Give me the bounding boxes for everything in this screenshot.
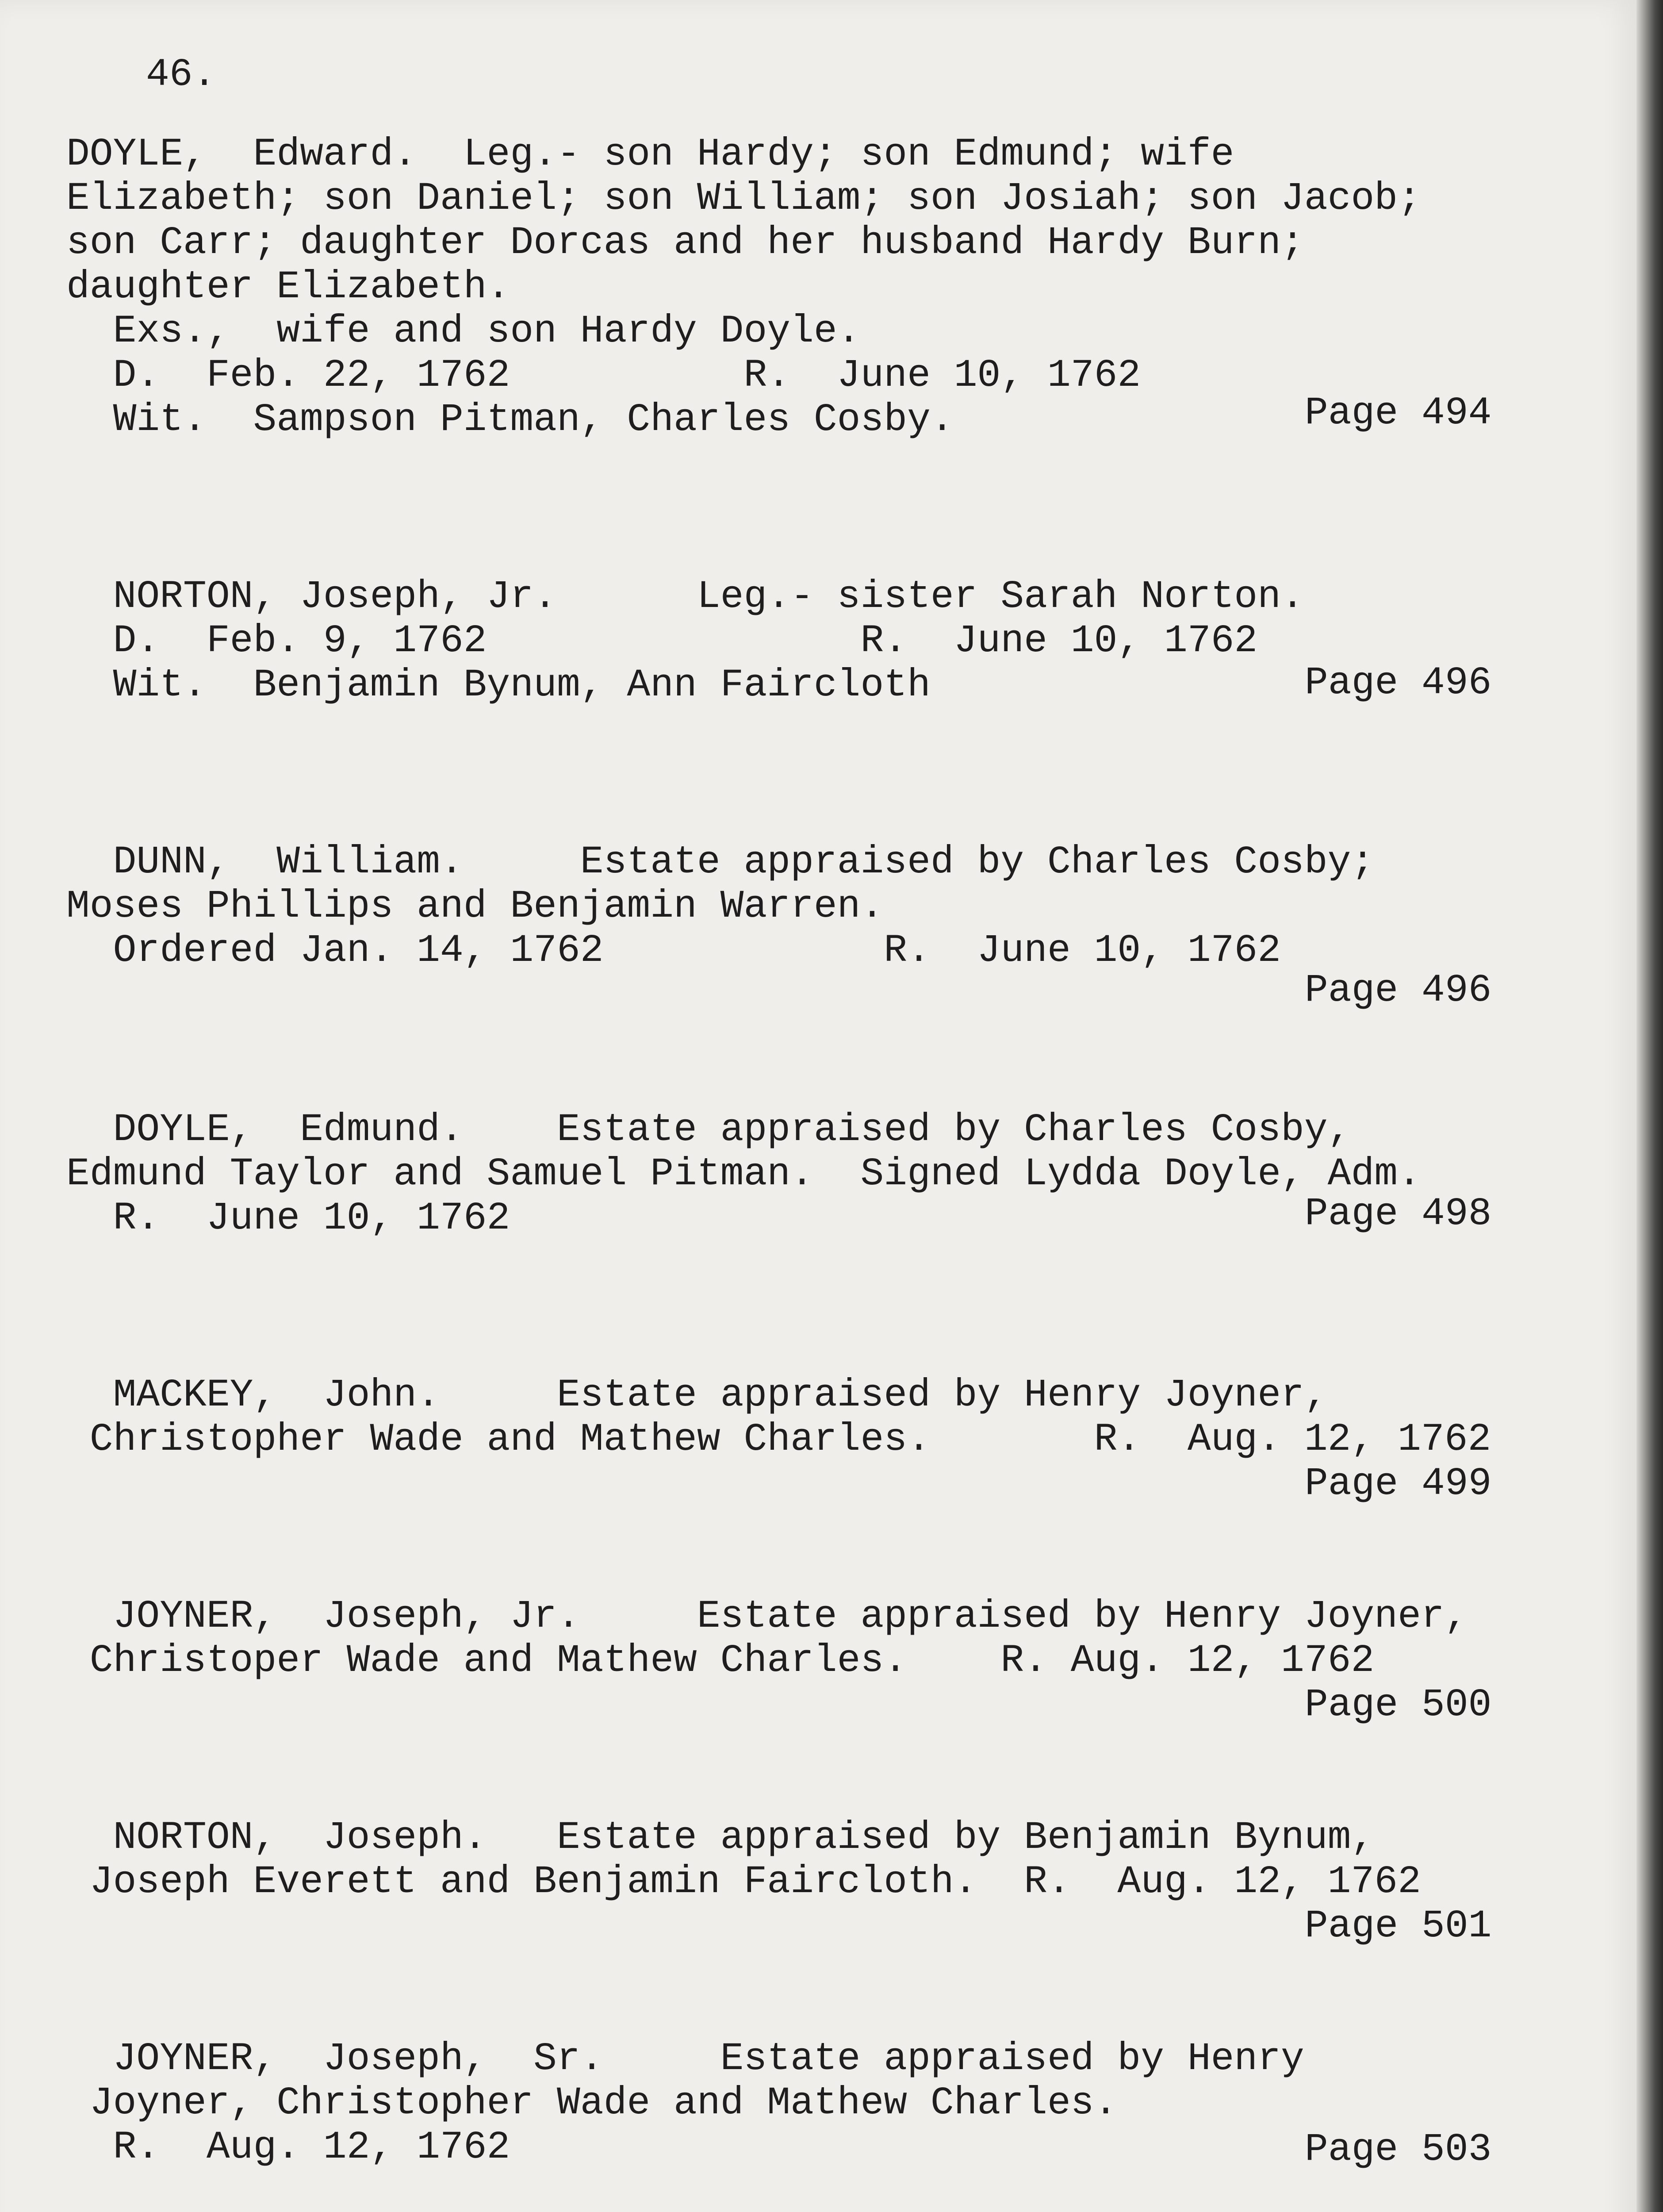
entry-line: daughter Elizabeth. (66, 265, 510, 309)
entry-line: NORTON, Joseph, Jr. Leg.- sister Sarah Norton. (66, 575, 1304, 619)
page-reference: Page 498 (1305, 1192, 1492, 1236)
entry-line: Wit. Benjamin Bynum, Ann Faircloth (66, 664, 931, 707)
entry-line: Edmund Taylor and Samuel Pitman. Signed Lydda Doyle, Adm. (66, 1152, 1421, 1196)
page-reference: Page 496 (1305, 969, 1492, 1013)
page-reference: Page 500 (1305, 1683, 1492, 1727)
entry-line: Christoper Wade and Mathew Charles. R. Aug. 12, 1762 (66, 1639, 1375, 1683)
page-reference: Page 494 (1305, 392, 1492, 435)
entry-line: Elizabeth; son Daniel; son William; son Josiah; son Jacob; (66, 177, 1421, 221)
entry-line: DOYLE, Edmund. Estate appraised by Charles Cosby, (66, 1108, 1351, 1152)
entry-line: DOYLE, Edward. Leg.- son Hardy; son Edmund; wife (66, 133, 1234, 177)
entry-line: D. Feb. 22, 1762 R. June 10, 1762 (66, 354, 1141, 398)
entry-line: DUNN, William. Estate appraised by Charles Cosby; (66, 841, 1375, 884)
entry-line: Exs., wife and son Hardy Doyle. (66, 310, 861, 353)
page-number: 46. (146, 53, 216, 97)
entry-line: NORTON, Joseph. Estate appraised by Benjamin Bynum, (66, 1816, 1375, 1860)
entry-line: MACKEY, John. Estate appraised by Henry Joyner, (66, 1374, 1328, 1417)
entry-line: Joyner, Christopher Wade and Mathew Charles. (66, 2081, 1118, 2125)
page-binding-edge (1636, 0, 1663, 2212)
entry-line: JOYNER, Joseph, Sr. Estate appraised by Henry (66, 2037, 1304, 2081)
entry-line: R. June 10, 1762 (66, 1197, 510, 1240)
entry-line: Joseph Everett and Benjamin Faircloth. R. Aug. 12, 1762 (66, 1860, 1421, 1904)
page-reference: Page 501 (1305, 1905, 1492, 1948)
entry-line: D. Feb. 9, 1762 R. June 10, 1762 (66, 619, 1258, 663)
page-reference: Page 496 (1305, 661, 1492, 705)
entry-line: JOYNER, Joseph, Jr. Estate appraised by Henry Joyner, (66, 1595, 1468, 1639)
entry-line: Wit. Sampson Pitman, Charles Cosby. (66, 398, 954, 442)
entry-line: Moses Phillips and Benjamin Warren. (66, 885, 884, 929)
entry-line: R. Aug. 12, 1762 (66, 2126, 510, 2170)
entry-line: Ordered Jan. 14, 1762 R. June 10, 1762 (66, 929, 1281, 973)
entry-line: Christopher Wade and Mathew Charles. R. Aug. 12, 1762 (66, 1418, 1491, 1462)
page-reference: Page 503 (1305, 2128, 1492, 2172)
entry-line: son Carr; daughter Dorcas and her husband Hardy Burn; (66, 221, 1304, 265)
page-reference: Page 499 (1305, 1462, 1492, 1506)
